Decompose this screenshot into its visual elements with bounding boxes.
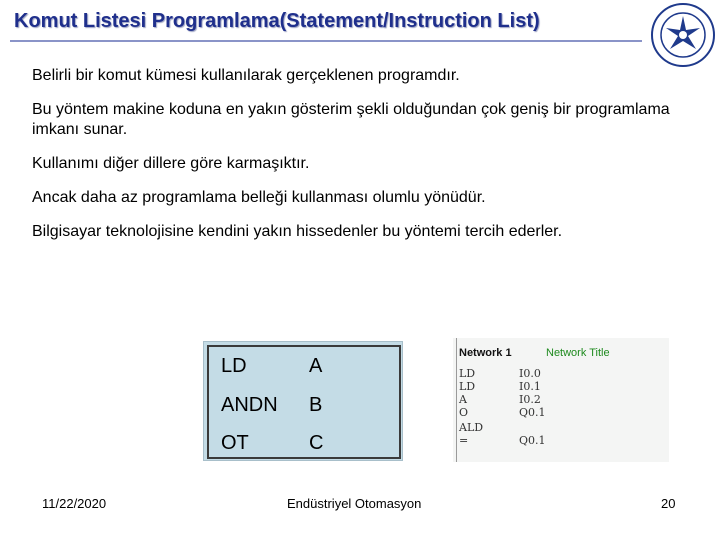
title-underline [10, 40, 642, 42]
network-operand: Q0.1 [519, 406, 546, 419]
footer-date: 11/22/2020 [42, 496, 107, 511]
network-operand: Q0.1 [519, 434, 546, 447]
instruction-arg: C [309, 432, 324, 454]
network-instr: LD [459, 380, 476, 393]
footer-page-number: 20 [661, 496, 676, 511]
instruction-list-box [203, 341, 403, 461]
network-left-rail [456, 338, 457, 462]
instruction-arg: B [309, 394, 323, 416]
bullet-2: Bu yöntem makine koduna en yakın gösterim şekli olduğundan çok geniş bir programlama imkanı sunar. [32, 101, 670, 138]
bullet-1: Belirli bir komut kümesi kullanılarak gerçeklenen programdır. [32, 67, 460, 84]
network-instr: LD [459, 367, 476, 380]
network-instr: = [459, 434, 469, 447]
bullet-3: Kullanımı diğer dillere göre karmaşıktır. [32, 155, 310, 172]
network-name: Network 1 [459, 347, 512, 359]
university-seal-logo [650, 2, 716, 68]
instruction-op: LD [221, 355, 247, 377]
slide-title: Komut Listesi Programlama(Statement/Instruction List) [14, 10, 540, 32]
instruction-op: ANDN [221, 394, 278, 416]
network-title: Network Title [546, 347, 610, 359]
footer-course: Endüstriyel Otomasyon [287, 496, 422, 511]
network-instr: A [459, 393, 467, 406]
bullet-list [32, 66, 672, 256]
network-operand: I0.0 [519, 367, 541, 380]
bullet-4: Ancak daha az programlama belleği kullanması olumlu yönüdür. [32, 189, 486, 206]
network-instr: ALD [459, 421, 484, 434]
bullet-5: Bilgisayar teknolojisine kendini yakın hissedenler bu yöntemi tercih ederler. [32, 223, 563, 240]
network-panel [453, 338, 669, 462]
network-operand: I0.1 [519, 380, 541, 393]
instruction-list-frame [207, 345, 401, 459]
instruction-arg: A [309, 355, 323, 377]
network-operand: I0.2 [519, 393, 541, 406]
instruction-op: OT [221, 432, 249, 454]
network-instr: O [459, 406, 469, 419]
